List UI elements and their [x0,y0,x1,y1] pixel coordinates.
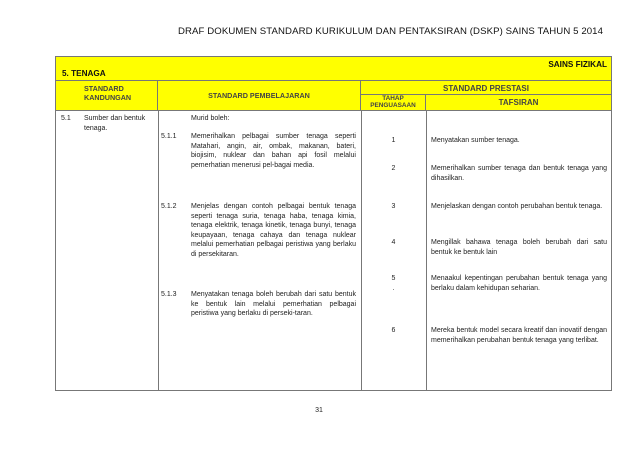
performance-level: 5 [391,275,396,282]
performance-level: 3 [391,203,396,210]
performance-level-mark: . [392,285,395,292]
section-title: 5. TENAGA [62,69,106,78]
header-standard-prestasi: STANDARD PRESTASI [361,81,611,95]
learning-standard-text: Memerihalkan pelbagai sumber tenaga seperti Matahari, angin, air, ombak, makanan, bateri, biojisim, nuklear dan bahan api fosil melalui pemerhatian menerusi pel-bagai media. [191,133,356,169]
table-title-row [56,57,611,81]
header-standard-pembelajaran: STANDARD PEMBELAJARAN [158,81,361,110]
header-tafsiran: TAFSIRAN [498,98,539,107]
curriculum-table [55,56,612,391]
learning-intro: Murid boleh: [191,115,230,122]
performance-level: 1 [391,137,396,144]
column-divider [361,111,362,390]
performance-description: Menyatakan sumber tenaga. [431,137,520,144]
performance-level: 6 [391,327,396,334]
content-standard-code: 5.1 [61,115,71,122]
content-standard-text: Sumber dan bentuk tenaga. [84,115,146,132]
document-title: DRAF DOKUMEN STANDARD KURIKULUM DAN PENTAKSIRAN (DSKP) SAINS TAHUN 5 2014 [178,26,604,37]
table-header-row [56,81,611,111]
performance-description: Menjelaskan dengan contoh perubahan bentuk tenaga. [431,203,603,210]
learning-standard-code: 5.1.2 [161,203,177,210]
performance-level: 2 [391,165,396,172]
learning-standard-code: 5.1.1 [161,133,177,140]
column-divider [158,111,159,390]
subject-title: SAINS FIZIKAL [548,60,607,69]
performance-description: Mengillak bahawa tenaga boleh berubah dari satu bentuk ke bentuk lain [431,239,607,256]
performance-description: Memerihalkan sumber tenaga dan bentuk tenaga yang dihasilkan. [431,165,607,182]
learning-standard-text: Menyatakan tenaga boleh berubah dari satu bentuk ke bentuk lain melalui pemerhatian pelbagai peristiwa yang berlaku di perseki-taran. [191,291,356,318]
header-standard-kandungan: STANDARD KANDUNGAN [56,81,158,110]
performance-level: 4 [391,239,396,246]
table-body [56,111,611,390]
performance-description: Mereka bentuk model secara kreatif dan inovatif dengan memerihalkan perubahan bentuk tenaga yang terlibat. [431,327,607,344]
learning-standard-text: Menjelas dengan contoh pelbagai bentuk tenaga seperti tenaga suria, tenaga haba, tenaga kimia, tenaga elektrik, tenaga kinetik, tenaga bunyi, tenaga keupayaan, tenaga cahaya dan tenaga nuklear melalui pemerhatian pelbagai peristiwa yang berlaku di persekitaran. [191,203,356,258]
learning-standard-code: 5.1.3 [161,291,177,298]
page-number: 31 [315,407,323,414]
column-divider [426,111,427,390]
performance-description: Menaakul kepentingan perubahan bentuk tenaga yang berlaku dalam kehidupan seharian. [431,275,607,292]
header-tahap-penguasaan: TAHAP PENGUASAAN [361,95,426,110]
